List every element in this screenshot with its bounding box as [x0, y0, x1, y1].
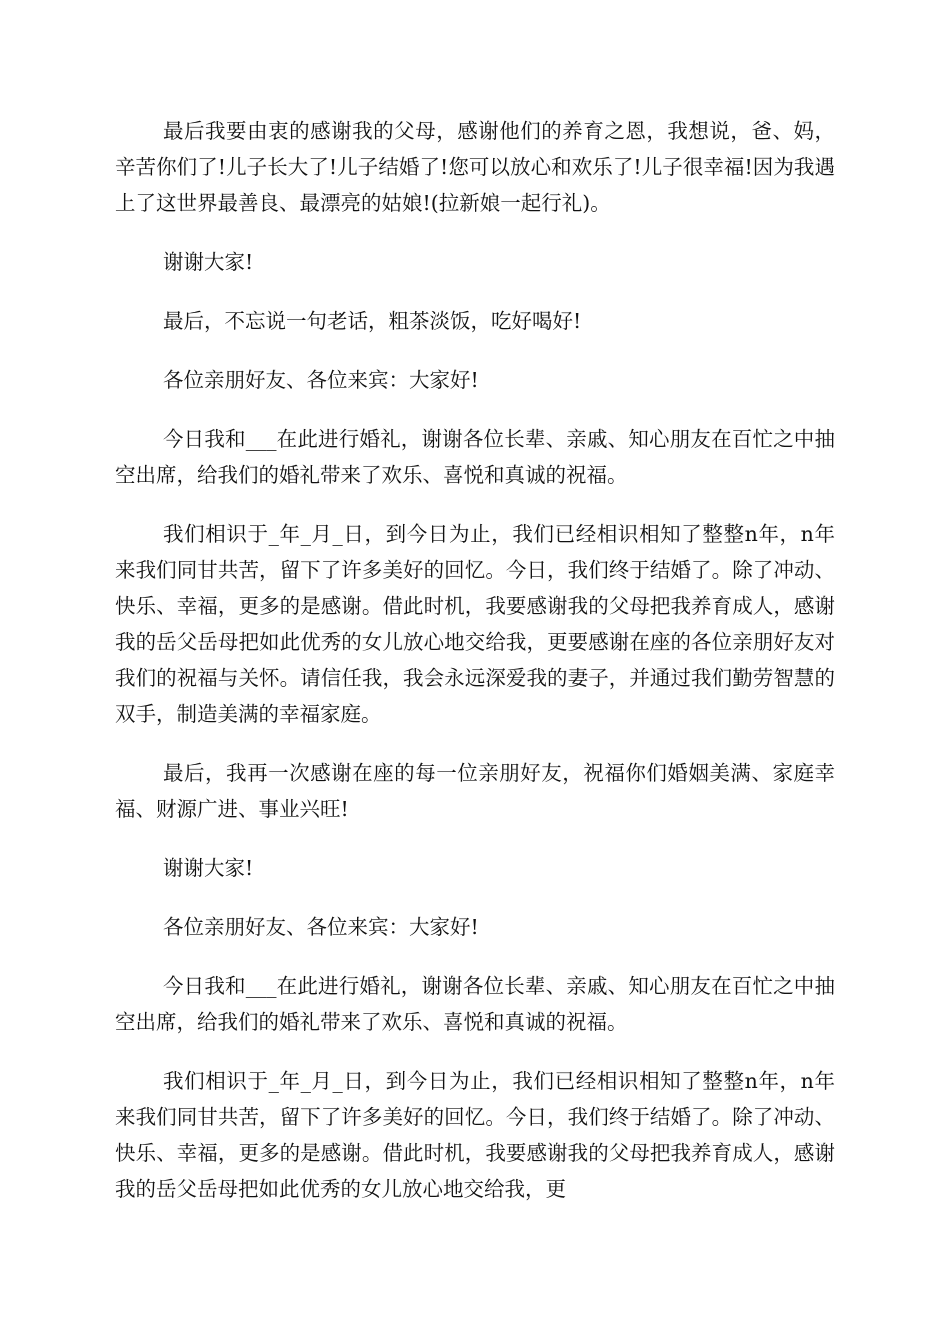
paragraph-greeting-2: 各位亲朋好友、各位来宾：大家好!	[163, 915, 479, 939]
paragraph-story: 我们相识于_年_月_日，到今日为止，我们已经相识相知了整整n年，n年来我们同甘共苦，留下了许多美好的回忆。今日，我们终于结婚了。除了冲动、快乐、幸福，更多的是感谢。借此时机，我要感谢我的父母把我养育成人，感谢我的岳父岳母把如此优秀的女儿放心地交给我，更要感谢在座的各位亲朋好友对我们的祝福与关怀。请信任我，我会永远深爱我的妻子，并通过我们勤劳智慧的双手，制造美满的幸福家庭。	[115, 522, 835, 726]
paragraph-closing-saying: 最后，不忘说一句老话，粗茶淡饭，吃好喝好!	[163, 309, 582, 333]
paragraph-final-thanks: 最后，我再一次感谢在座的每一位亲朋好友，祝福你们婚姻美满、家庭幸福、财源广进、事业兴旺!	[115, 761, 835, 821]
paragraph-story-2: 我们相识于_年_月_日，到今日为止，我们已经相识相知了整整n年，n年来我们同甘共苦，留下了许多美好的回忆。今日，我们终于结婚了。除了冲动、快乐、幸福，更多的是感谢。借此时机，我要感谢我的父母把我养育成人，感谢我的岳父岳母把如此优秀的女儿放心地交给我，更	[115, 1069, 835, 1201]
paragraph-thanks-parents: 最后我要由衷的感谢我的父母，感谢他们的养育之恩，我想说，爸、妈，辛苦你们了!儿子长大了!儿子结婚了!您可以放心和欢乐了!儿子很幸福!因为我遇上了这世界最善良、最漂亮的姑娘!(拉新娘一起行礼)。	[115, 119, 835, 215]
document-body	[115, 113, 835, 1230]
paragraph-wedding-intro-2: 今日我和___在此进行婚礼，谢谢各位长辈、亲戚、知心朋友在百忙之中抽空出席，给我们的婚礼带来了欢乐、喜悦和真诚的祝福。	[115, 974, 835, 1034]
paragraph-thank-you: 谢谢大家!	[163, 250, 254, 274]
paragraph-greeting: 各位亲朋好友、各位来宾：大家好!	[163, 368, 479, 392]
paragraph-thank-you-2: 谢谢大家!	[163, 856, 254, 880]
paragraph-wedding-intro: 今日我和___在此进行婚礼，谢谢各位长辈、亲戚、知心朋友在百忙之中抽空出席，给我们的婚礼带来了欢乐、喜悦和真诚的祝福。	[115, 427, 835, 487]
